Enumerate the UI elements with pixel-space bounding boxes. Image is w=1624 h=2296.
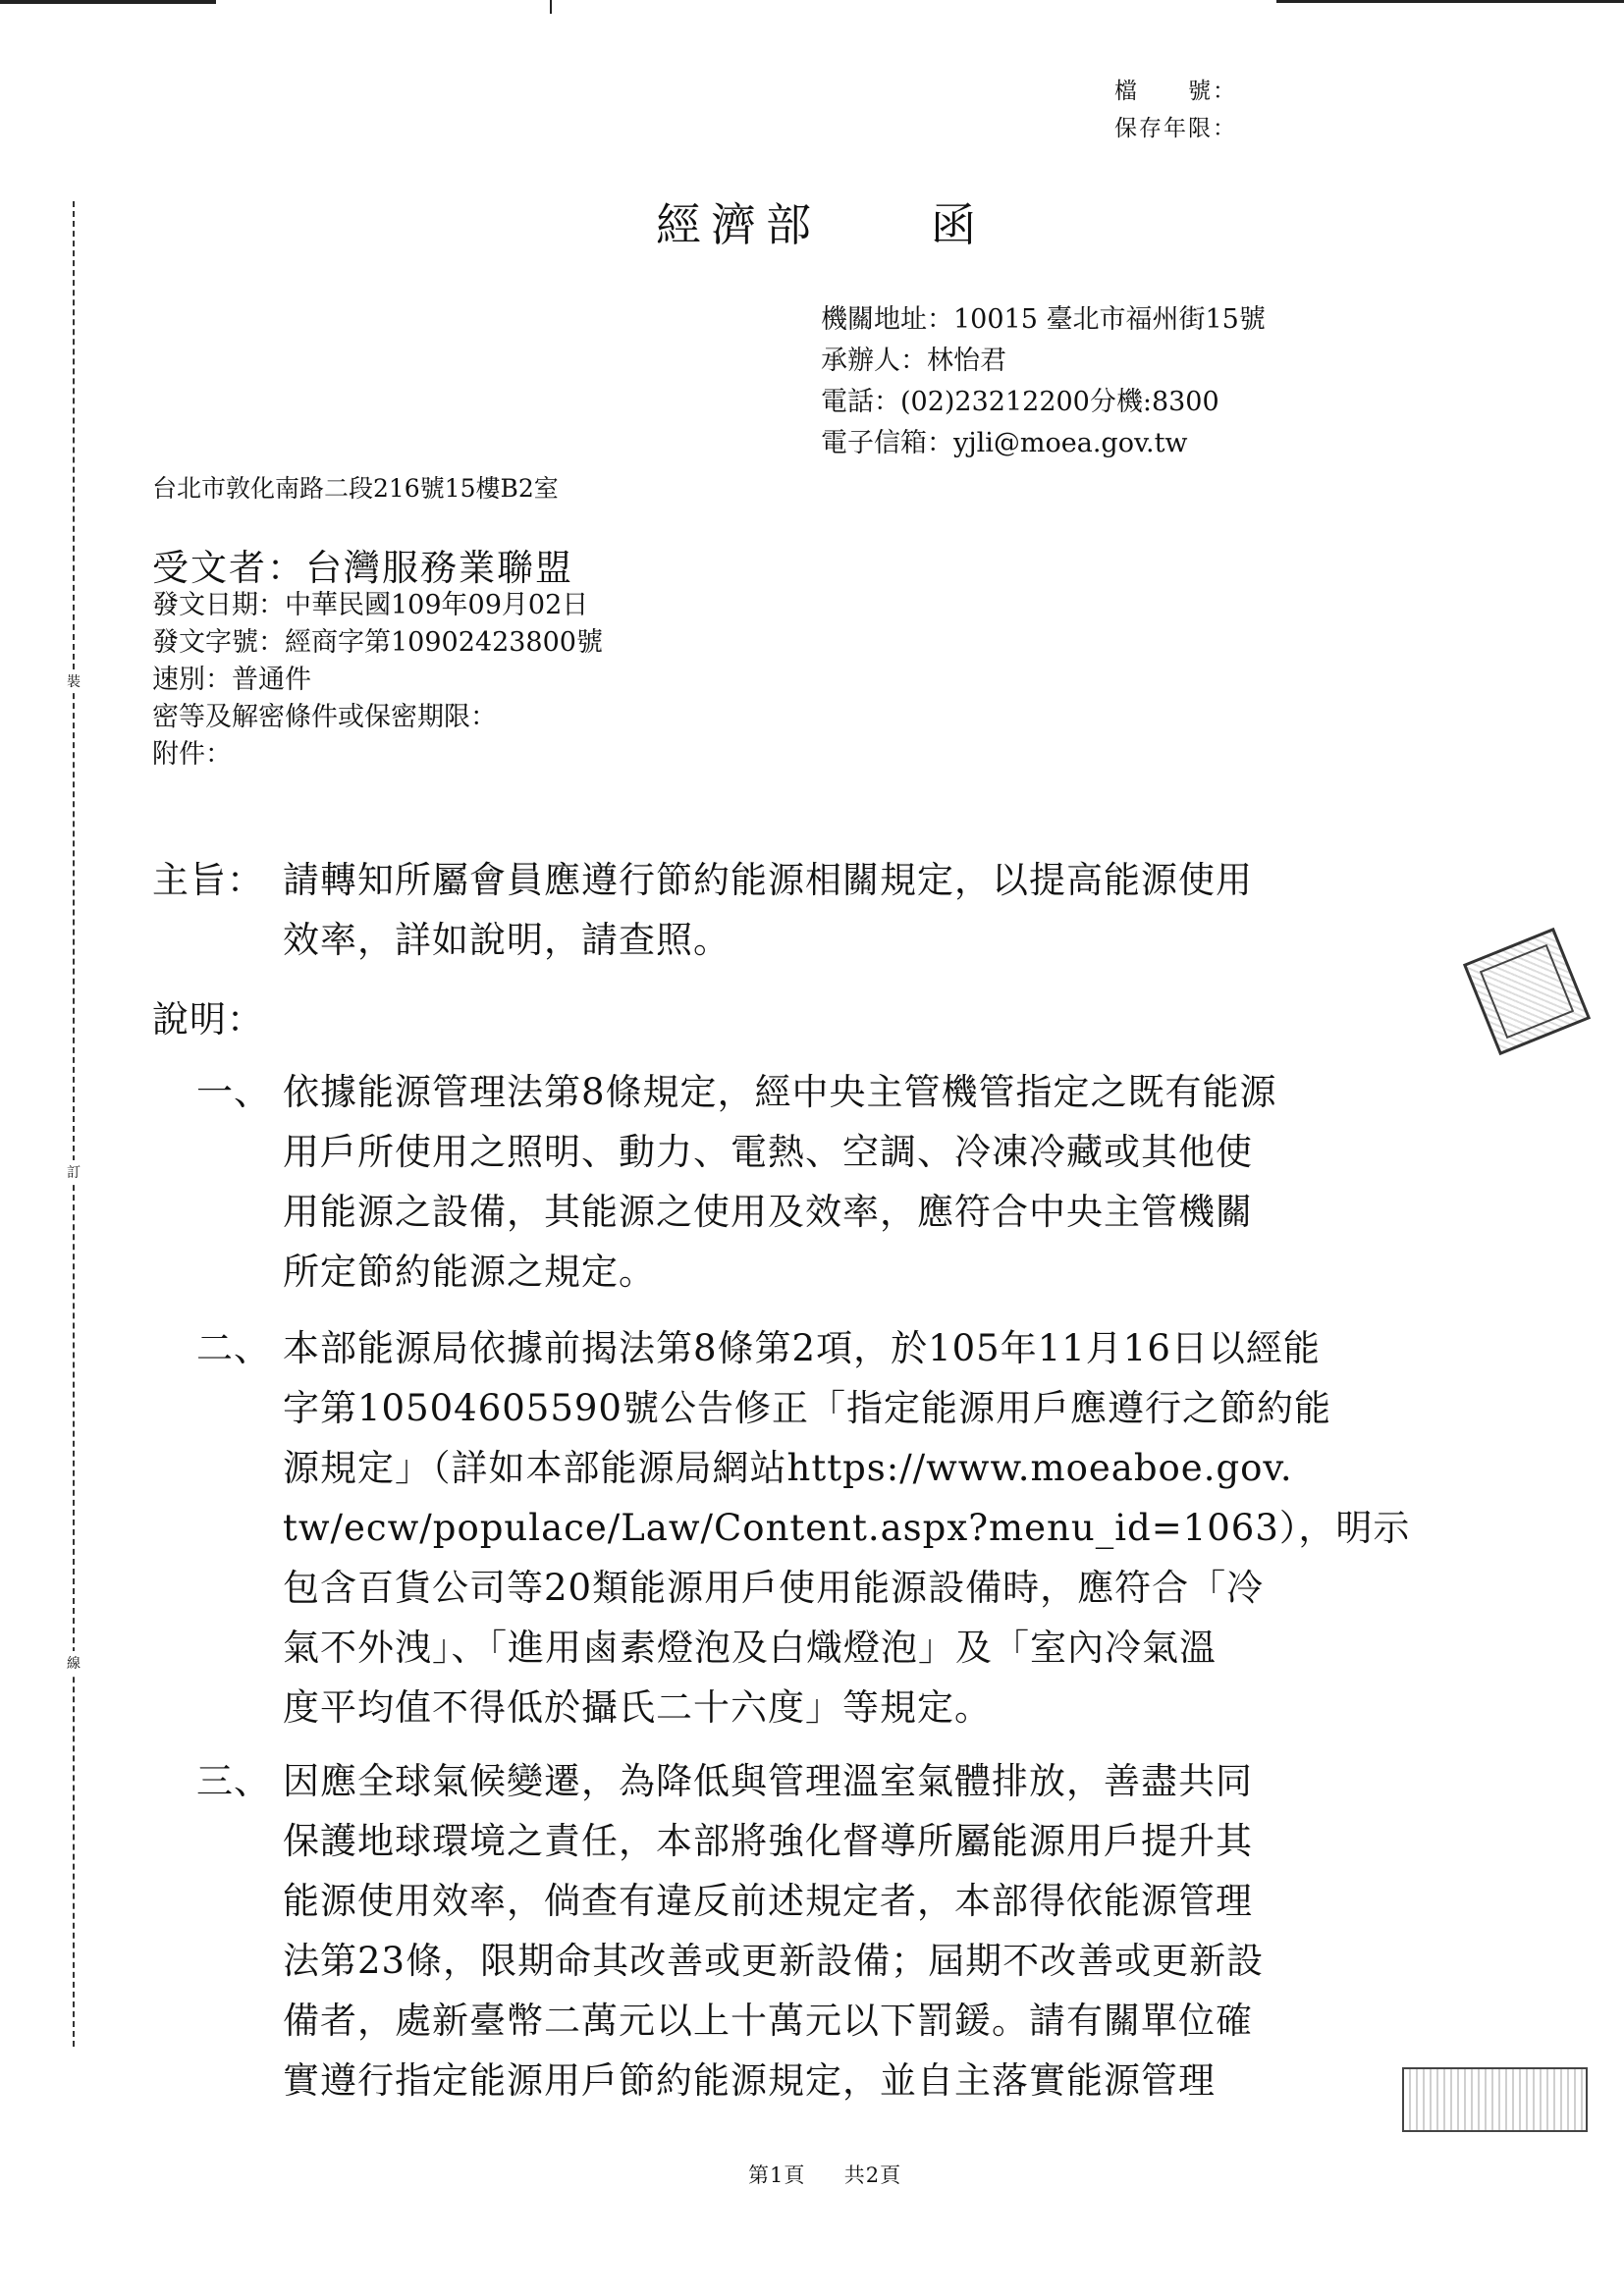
recipient-address: 台北市敦化南路二段216號15樓B2室 xyxy=(152,474,559,503)
document-header xyxy=(152,587,603,774)
agency-contact: 承辦人：林怡君 xyxy=(821,346,1006,376)
binding-mark-ding: 訂 xyxy=(67,1160,81,1184)
item-line: 字第10504605590號公告修正「指定能源用戶應遵行之節約能 xyxy=(283,1387,1331,1429)
binding-mark-xian: 線 xyxy=(67,1651,81,1675)
item-line: 所定節約能源之規定。 xyxy=(283,1251,656,1293)
explanation-item-3 xyxy=(283,1751,1264,2110)
item-line: 源規定」（詳如本部能源局網站https://www.moeaboe.gov. xyxy=(283,1447,1293,1489)
binding-line xyxy=(73,201,75,2047)
item-number: 三、 xyxy=(196,1760,271,1802)
agency-email: 電子信箱：yjli@moea.gov.tw xyxy=(821,428,1188,458)
document-number: 發文字號：經商字第10902423800號 xyxy=(152,627,603,658)
item-line: 能源使用效率，倘查有違反前述規定者，本部得依能源管理 xyxy=(283,1880,1253,1922)
explanation-item-1 xyxy=(283,1062,1277,1302)
scan-edge-mark xyxy=(550,0,552,14)
recipient: 受文者：台灣服務業聯盟 xyxy=(152,547,573,589)
item-line: 保護地球環境之責任，本部將強化督導所屬能源用戶提升其 xyxy=(283,1820,1253,1862)
subject-text xyxy=(283,850,1253,970)
item-number: 二、 xyxy=(196,1327,271,1369)
seal-stamp-icon xyxy=(1463,928,1591,1055)
page-total: 共2頁 xyxy=(843,2163,902,2187)
scan-edge-mark xyxy=(1276,0,1624,3)
agency-phone: 電話：(02)23212200分機:8300 xyxy=(821,387,1219,417)
item-line: 度平均值不得低於攝氏二十六度」等規定。 xyxy=(283,1686,992,1729)
explanation-label: 說明： xyxy=(152,998,264,1041)
page-footer xyxy=(748,2160,901,2189)
item-line: 備者，處新臺幣二萬元以上十萬元以下罰鍰。請有關單位確 xyxy=(283,2000,1253,2042)
scan-edge-mark xyxy=(0,0,216,4)
subject-line: 效率，詳如說明，請查照。 xyxy=(283,919,731,961)
item-line: tw/ecw/populace/Law/Content.aspx?menu_id=1063），明示 xyxy=(283,1507,1411,1549)
item-line: 實遵行指定能源用戶節約能源規定，並自主落實能源管理 xyxy=(283,2059,1216,2102)
item-line: 依據能源管理法第8條規定，經中央主管機管指定之既有能源 xyxy=(283,1071,1277,1113)
secrecy-level: 密等及解密條件或保密期限： xyxy=(152,702,497,732)
page-number: 第1頁 xyxy=(748,2163,806,2187)
item-line: 包含百貨公司等20類能源用戶使用能源設備時，應符合「冷 xyxy=(283,1567,1265,1609)
retention-period-label: 保存年限： xyxy=(1114,116,1237,141)
binding-mark-zhuang: 裝 xyxy=(67,669,81,693)
attachment: 附件： xyxy=(152,739,232,770)
item-line: 法第23條，限期命其改善或更新設備；屆期不改善或更新設 xyxy=(283,1940,1265,1982)
delivery-speed: 速別：普通件 xyxy=(152,665,311,695)
issue-date: 發文日期：中華民國109年09月02日 xyxy=(152,590,589,620)
item-number: 一、 xyxy=(196,1071,271,1113)
item-line: 因應全球氣候變遷，為降低與管理溫室氣體排放，善盡共同 xyxy=(283,1760,1253,1802)
agency-info xyxy=(821,299,1266,464)
document-title: 經濟部 函 xyxy=(656,198,986,251)
overlap-seal-icon xyxy=(1402,2067,1588,2132)
item-line: 用能源之設備，其能源之使用及效率，應符合中央主管機關 xyxy=(283,1191,1253,1233)
item-line: 用戶所使用之照明、動力、電熱、空調、冷凍冷藏或其他使 xyxy=(283,1131,1253,1173)
explanation-item-2 xyxy=(283,1318,1410,1737)
item-line: 本部能源局依據前揭法第8條第2項，於105年11月16日以經能 xyxy=(283,1327,1321,1369)
item-line: 氣不外洩」、「進用鹵素燈泡及白熾燈泡」及「室內冷氣溫 xyxy=(283,1627,1217,1669)
subject-line: 請轉知所屬會員應遵行節約能源相關規定，以提高能源使用 xyxy=(283,859,1253,901)
subject-label: 主旨： xyxy=(152,859,264,901)
file-number-label: 檔 號： xyxy=(1114,79,1237,104)
agency-address: 機關地址：10015 臺北市福州街15號 xyxy=(821,304,1266,335)
